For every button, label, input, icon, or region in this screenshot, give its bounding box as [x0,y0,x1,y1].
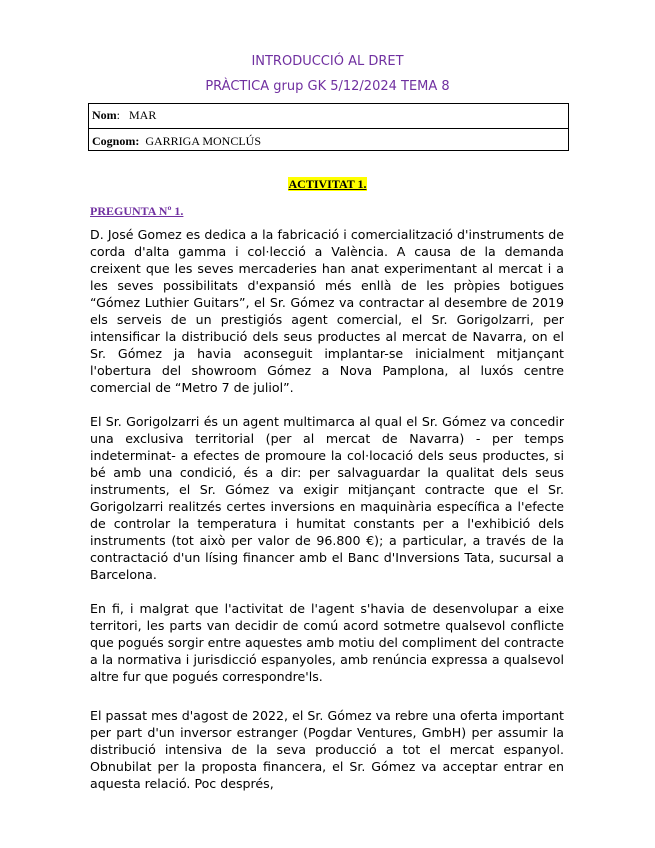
name-row: Nom: MAR [92,108,157,122]
box-divider [89,128,568,129]
student-info-box [88,103,569,151]
question-label: PREGUNTA Nº 1. [90,204,184,218]
paragraph-3: En fi, i malgrat que l'activitat de l'agent s'havia de desenvolupar a eixe territori, les parts van decidir de comú acord sotmetre qualsevol conflicte que pogués sorgir entre aquestes amb motiu del compliment del contracte a la normativa i jurisdicció espanyoles, amb renúncia expressa a qualsevol altre fur que pogués correspondre'ls. [90,601,564,684]
surname-label: Cognom: [92,134,140,148]
name-label: Nom [92,108,117,122]
surname-value: GARRIGA MONCLÚS [145,134,262,148]
name-value: MAR [129,108,157,122]
paragraph-4: El passat mes d'agost de 2022, el Sr. Gómez va rebre una oferta important per part d'un inversor estranger (Pogdar Ventures, GmbH) per assumir la distribució intensiva de la seva producció a tot el mercat espanyol. Obnubilat per la proposta financera, el Sr. Gómez va acceptar entrar en aquesta relació. Poc després, [90,708,564,791]
practice-subtitle: PRÀCTICA grup GK 5/12/2024 TEMA 8 [205,79,450,94]
activity-heading [0,177,655,192]
activity-title: ACTIVITAT 1. [288,177,367,191]
course-title: INTRODUCCIÓ AL DRET [251,54,404,69]
surname-row [92,134,261,149]
paragraph-1: D. José Gomez es dedica a la fabricació i comercialització d'instruments de corda d'alta gamma i col·lecció a València. A causa de la demanda creixent que les seves mercaderies han anat experimentant al mercat i a les seves possibilitats d'expansió més enllà de les pròpies botigues “Gómez Luthier Guitars”, el Sr. Gómez va contractar al desembre de 2019 els serveis de un prestigiós agent comercial, el Sr. Gorigolzarri, per intensificar la distribució dels seus productes al mercat de Navarra, on el Sr. Gómez ja havia aconseguit implantar-se inicialment mitjançant l'obertura del showroom Gómez a Nova Pamplona, al luxós centre comercial de “Metro 7 de juliol”. [90,227,564,395]
paragraph-2: El Sr. Gorigolzarri és un agent multimarca al qual el Sr. Gómez va concedir una exclusiva territorial (per al mercat de Navarra) - per temps indeterminat- a efectes de promoure la col·locació dels seus productes, si bé amb una condició, és a dir: per salvaguardar la qualitat dels seus instruments, el Sr. Gómez va exigir mitjançant contracte que el Sr. Gorigolzarri realitzés certes inversions en maquinària específica a l'efecte de controlar la temperatura i humitat constants per a l'exhibició dels instruments (tot això per valor de 96.800 €); a particular, a través de la contractació d'un lísing financer amb el Banc d'Inversions Tata, sucursal a Barcelona. [90,414,564,582]
